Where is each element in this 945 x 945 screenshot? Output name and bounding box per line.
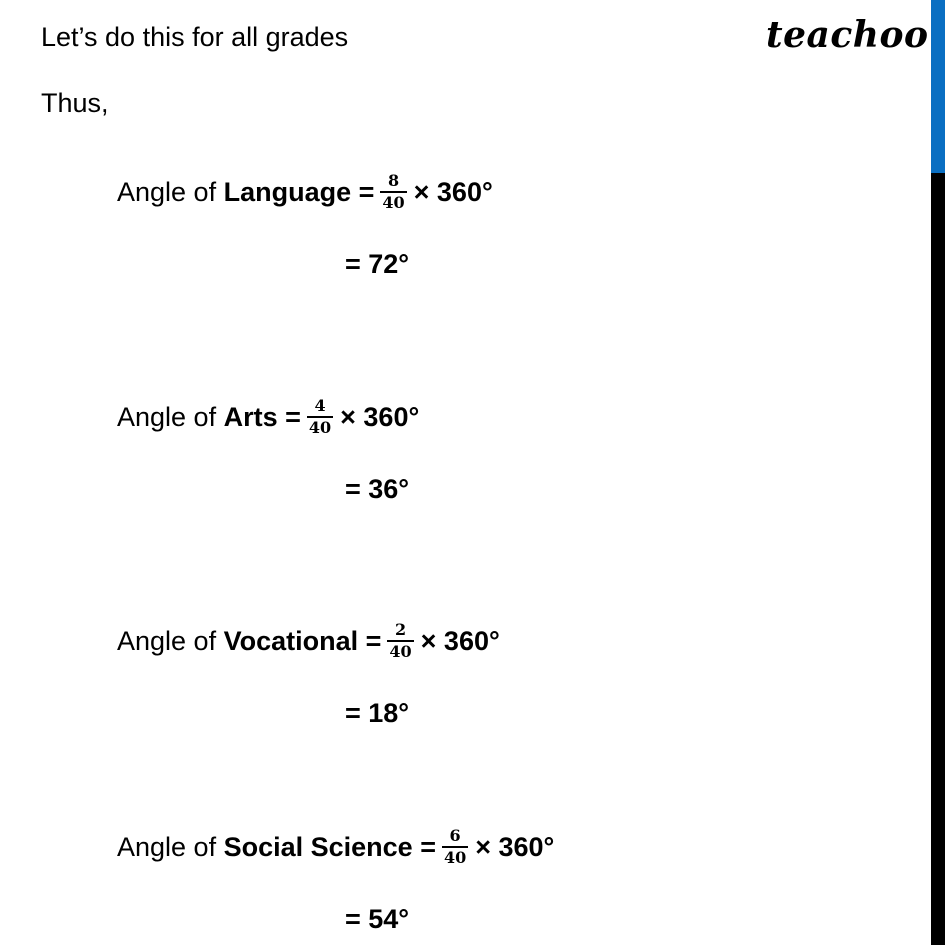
intro-text: Let’s do this for all grades [41,22,349,52]
equation-subject: Vocational [223,626,359,656]
equation-subject: Language [223,177,352,207]
equation-equals: = [412,832,436,862]
fraction-denominator: 40 [389,642,412,661]
equation-equals: = [358,626,382,656]
fraction-denominator: 40 [382,193,405,212]
equation-subject: Arts [223,402,278,432]
fraction [380,172,406,212]
teachoo-logo: teachoo [766,14,929,56]
thus-text: Thus, [41,88,109,118]
fraction [387,621,413,661]
fraction [442,827,468,867]
equation-multiplier: × 360° [413,177,493,207]
equation-prefix: Angle of [117,177,224,207]
equation-multiplier: × 360° [340,402,420,432]
equation-arts [117,397,419,437]
equation-equals: = [277,402,301,432]
result-arts: = 36° [345,474,410,504]
fraction-numerator: 4 [314,396,326,415]
result-social-science: = 54° [345,904,410,934]
result-language: = 72° [345,249,410,279]
equation-multiplier: × 360° [475,832,555,862]
side-bar-black-segment [931,173,945,945]
side-bar-blue-segment [931,0,945,173]
fraction [307,397,333,437]
fraction-numerator: 2 [394,620,407,639]
equation-equals: = [351,177,375,207]
result-vocational: = 18° [345,698,410,728]
fraction-numerator: 8 [387,171,400,190]
equation-prefix: Angle of [117,402,224,432]
slide-side-bar [931,0,945,945]
equation-vocational [117,621,500,661]
equation-language [117,172,493,212]
fraction-denominator: 40 [443,848,467,867]
equation-prefix: Angle of [117,832,224,862]
equation-prefix: Angle of [117,626,224,656]
fraction-numerator: 6 [449,826,461,845]
equation-multiplier: × 360° [420,626,500,656]
equation-social-science [117,827,554,867]
equation-subject: Social Science [223,832,413,862]
fraction-denominator: 40 [308,418,332,437]
